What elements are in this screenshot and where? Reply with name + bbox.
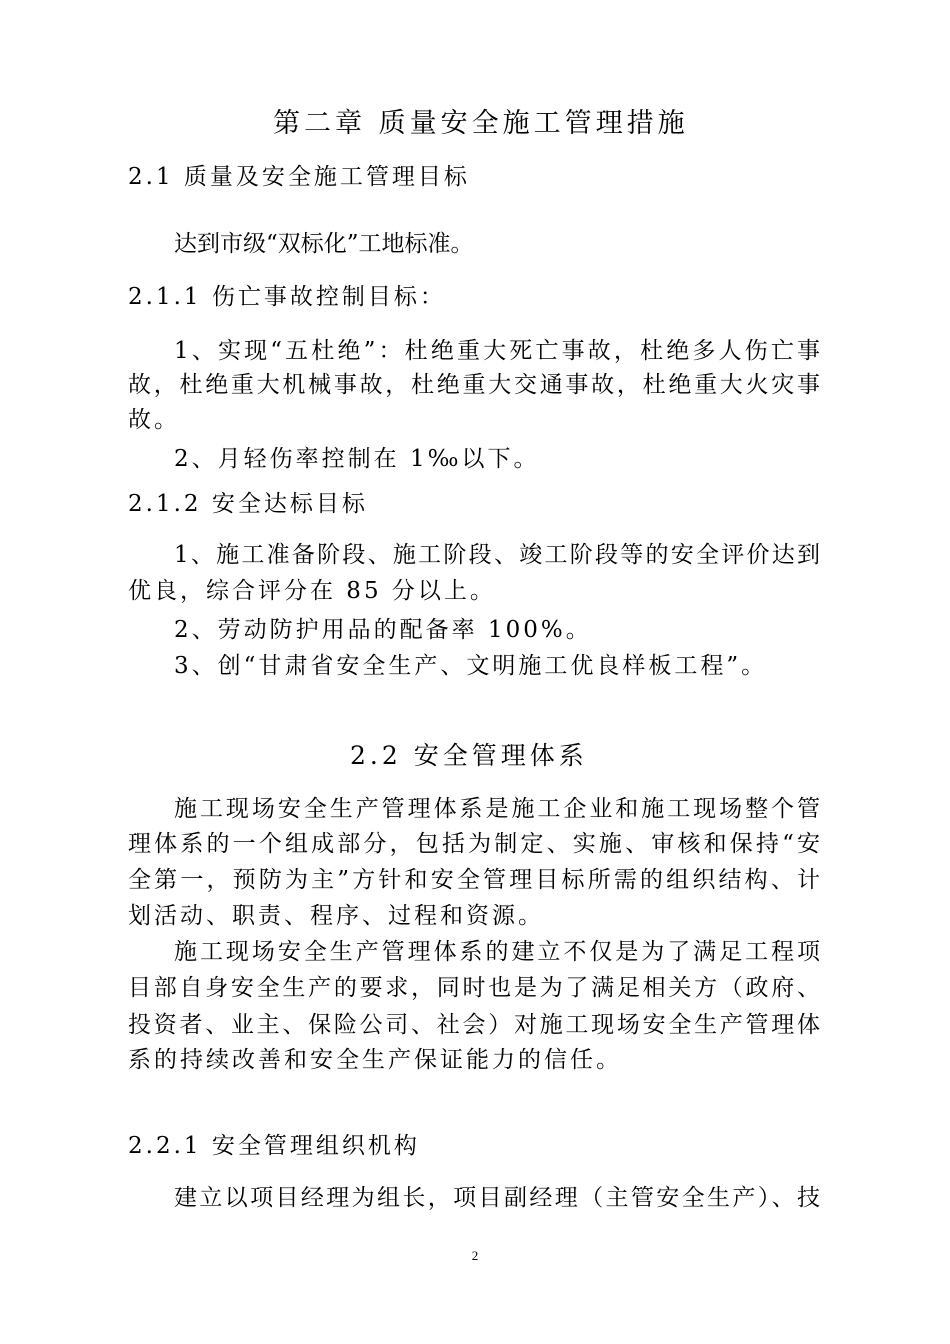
paragraph-line: 建立以项目经理为组长，项目副经理（主管安全生产）、技 <box>174 1185 820 1211</box>
paragraph-line: 优良，综合评分在 85 分以上。 <box>128 578 496 604</box>
chapter-title: 第二章 质量安全施工管理措施 <box>273 108 689 139</box>
paragraph-line: 理体系的一个组成部分，包括为制定、实施、审核和保持“安 <box>128 831 820 857</box>
goal-text: 达到市级“双标化”工地标准。 <box>174 231 474 257</box>
paragraph-line: 故。 <box>128 407 180 433</box>
paragraph-line: 2、劳动防护用品的配备率 100%。 <box>174 617 592 643</box>
paragraph-line: 2、月轻伤率控制在 1‰以下。 <box>174 446 540 472</box>
paragraph-line: 投资者、业主、保险公司、社会）对施工现场安全生产管理体 <box>128 1012 820 1038</box>
paragraph-line: 施工现场安全生产管理体系的建立不仅是为了满足工程项 <box>174 939 820 965</box>
paragraph-line: 目部自身安全生产的要求，同时也是为了满足相关方（政府、 <box>128 975 820 1001</box>
paragraph-line: 故，杜绝重大机械事故，杜绝重大交通事故，杜绝重大火灾事 <box>128 372 820 398</box>
page-number: 2 <box>471 1248 479 1263</box>
section-heading-2-1-1: 2.1.1 伤亡事故控制目标： <box>128 284 446 310</box>
paragraph-line: 划活动、职责、程序、过程和资源。 <box>128 903 544 929</box>
paragraph-line: 3、创“甘肃省安全生产、文明施工优良样板工程”。 <box>174 653 768 679</box>
paragraph-line: 系的持续改善和安全生产保证能力的信任。 <box>128 1047 622 1073</box>
paragraph-line: 全第一，预防为主”方针和安全管理目标所需的组织结构、计 <box>128 867 820 893</box>
section-heading-2-1: 2.1 质量及安全施工管理目标 <box>128 164 470 190</box>
paragraph-line: 1、施工准备阶段、施工阶段、竣工阶段等的安全评价达到 <box>174 542 820 568</box>
paragraph-line: 1、实现“五杜绝”：杜绝重大死亡事故，杜绝多人伤亡事 <box>174 338 820 364</box>
section-heading-2-2-1: 2.2.1 安全管理组织机构 <box>128 1133 420 1159</box>
paragraph-line: 施工现场安全生产管理体系是施工企业和施工现场整个管 <box>174 796 820 822</box>
section-heading-2-2: 2.2 安全管理体系 <box>350 741 588 770</box>
section-heading-2-1-2: 2.1.2 安全达标目标 <box>128 491 368 517</box>
